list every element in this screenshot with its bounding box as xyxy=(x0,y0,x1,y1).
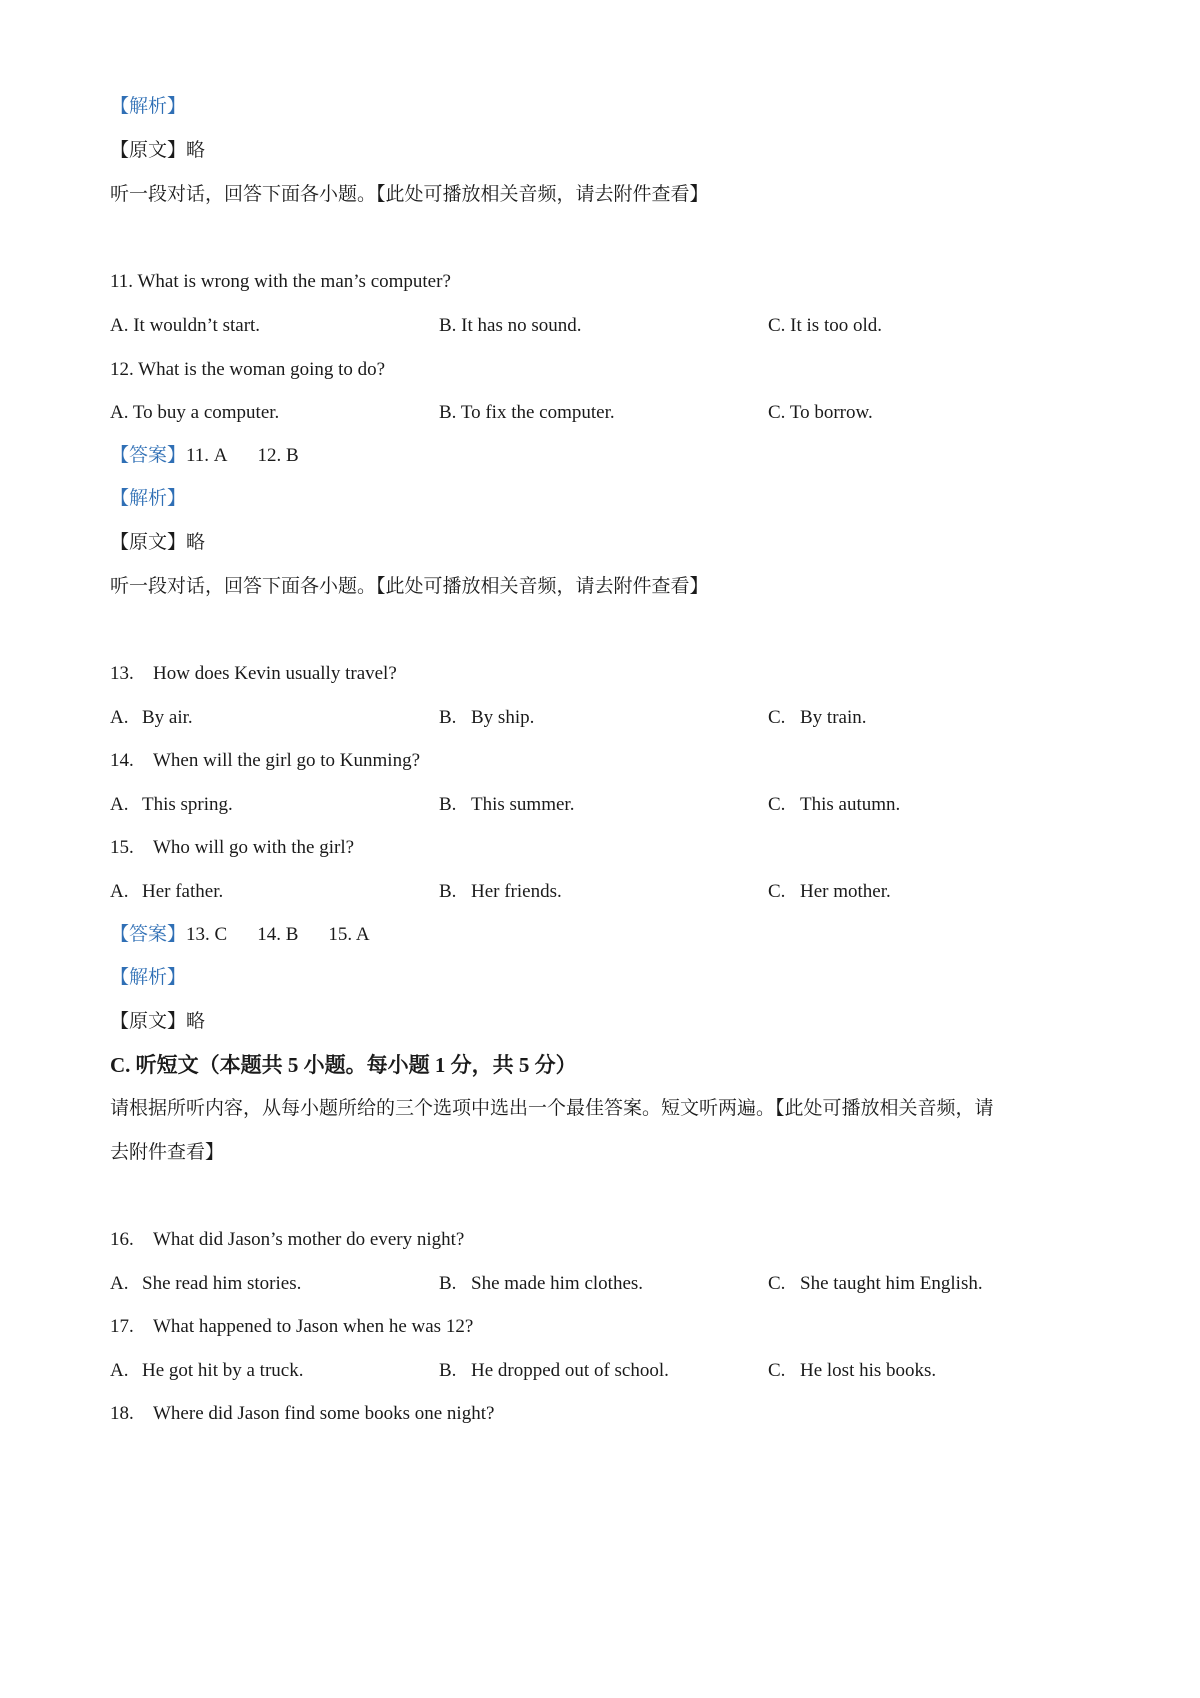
option-letter: B. xyxy=(439,1360,457,1381)
q15-option-b xyxy=(439,879,562,905)
q11-option-a: A. It wouldn’t start. xyxy=(110,315,261,336)
question-12: 12. What is the woman going to do? xyxy=(110,359,386,380)
question-number: 18. xyxy=(110,1403,134,1424)
question-18 xyxy=(110,1401,494,1427)
option-text: This spring. xyxy=(142,794,233,815)
option-letter: C. xyxy=(768,794,786,815)
section-c-instruction: 请根据所听内容，从每小题所给的三个选项中选出一个最佳答案。短文听两遍。【此处可播放相关音频，请 xyxy=(110,1098,994,1119)
question-17 xyxy=(110,1314,473,1340)
answer-value: 14. B xyxy=(257,924,299,945)
question-stem: Where did Jason find some books one night? xyxy=(153,1403,495,1424)
option-text: He lost his books. xyxy=(800,1360,937,1381)
q15-option-a xyxy=(110,879,223,905)
q17-option-c xyxy=(768,1358,936,1384)
answer-line xyxy=(110,922,370,948)
option-letter: C. xyxy=(768,707,786,728)
answer-value: 12. B xyxy=(257,445,299,466)
question-number: 17. xyxy=(110,1316,134,1337)
q13-option-a xyxy=(110,705,193,731)
q12-option-b: B. To fix the computer. xyxy=(439,402,615,423)
q11-option-b: B. It has no sound. xyxy=(439,315,582,336)
option-letter: B. xyxy=(439,794,457,815)
answer-value: 13. C xyxy=(186,924,228,945)
question-stem: What did Jason’s mother do every night? xyxy=(153,1229,465,1250)
option-text: Her father. xyxy=(142,881,224,902)
answer-value: 15. A xyxy=(328,924,370,945)
option-text: Her mother. xyxy=(800,881,891,902)
analysis-label: 【解析】 xyxy=(110,488,187,509)
question-11: 11. What is wrong with the man’s computer? xyxy=(110,271,451,292)
option-letter: B. xyxy=(439,881,457,902)
section-c-heading: C. 听短文（本题共 5 小题。每小题 1 分，共 5 分） xyxy=(110,1053,577,1077)
question-16 xyxy=(110,1227,464,1253)
q16-option-c xyxy=(768,1271,983,1297)
q14-option-b xyxy=(439,792,574,818)
option-letter: B. xyxy=(439,1273,457,1294)
option-letter: A. xyxy=(110,1360,129,1381)
section-c-instruction-cont: 去附件查看】 xyxy=(110,1142,225,1163)
option-letter: A. xyxy=(110,707,129,728)
question-14 xyxy=(110,748,420,774)
question-15 xyxy=(110,835,354,861)
q17-option-b xyxy=(439,1358,669,1384)
answer-value: 11. A xyxy=(186,445,228,466)
q12-option-c: C. To borrow. xyxy=(768,402,873,423)
q13-option-b xyxy=(439,705,534,731)
question-number: 15. xyxy=(110,837,134,858)
question-stem: What happened to Jason when he was 12? xyxy=(153,1316,474,1337)
option-text: By ship. xyxy=(471,707,535,728)
option-text: This summer. xyxy=(471,794,575,815)
option-letter: C. xyxy=(768,881,786,902)
question-number: 16. xyxy=(110,1229,134,1250)
q13-option-c xyxy=(768,705,867,731)
option-letter: C. xyxy=(768,1273,786,1294)
question-stem: When will the girl go to Kunming? xyxy=(153,750,421,771)
q17-option-a xyxy=(110,1358,303,1384)
listening-instruction: 听一段对话，回答下面各小题。【此处可播放相关音频，请去附件查看】 xyxy=(110,184,709,205)
question-13 xyxy=(110,661,397,687)
question-number: 14. xyxy=(110,750,134,771)
option-text: By air. xyxy=(142,707,193,728)
answer-line xyxy=(110,443,299,469)
option-letter: A. xyxy=(110,794,129,815)
option-text: By train. xyxy=(800,707,867,728)
original-text-note: 【原文】略 xyxy=(110,532,206,553)
question-stem: Who will go with the girl? xyxy=(153,837,355,858)
option-text: She taught him English. xyxy=(800,1273,983,1294)
analysis-label: 【解析】 xyxy=(110,967,187,988)
q16-option-b xyxy=(439,1271,643,1297)
original-text-note: 【原文】略 xyxy=(110,140,206,161)
listening-instruction: 听一段对话，回答下面各小题。【此处可播放相关音频，请去附件查看】 xyxy=(110,576,709,597)
q15-option-c xyxy=(768,879,891,905)
option-letter: B. xyxy=(439,707,457,728)
original-text-note: 【原文】略 xyxy=(110,1011,206,1032)
analysis-label: 【解析】 xyxy=(110,96,187,117)
answer-label: 【答案】 xyxy=(110,924,187,945)
option-letter: A. xyxy=(110,1273,129,1294)
option-text: She read him stories. xyxy=(142,1273,302,1294)
option-text: He got hit by a truck. xyxy=(142,1360,304,1381)
option-text: He dropped out of school. xyxy=(471,1360,669,1381)
option-text: She made him clothes. xyxy=(471,1273,644,1294)
option-letter: C. xyxy=(768,1360,786,1381)
answer-label: 【答案】 xyxy=(110,445,187,466)
option-text: This autumn. xyxy=(800,794,901,815)
q16-option-a xyxy=(110,1271,301,1297)
question-stem: How does Kevin usually travel? xyxy=(153,663,397,684)
q11-option-c: C. It is too old. xyxy=(768,315,883,336)
q14-option-a xyxy=(110,792,233,818)
q12-option-a: A. To buy a computer. xyxy=(110,402,280,423)
q14-option-c xyxy=(768,792,900,818)
question-number: 13. xyxy=(110,663,134,684)
option-text: Her friends. xyxy=(471,881,562,902)
option-letter: A. xyxy=(110,881,129,902)
